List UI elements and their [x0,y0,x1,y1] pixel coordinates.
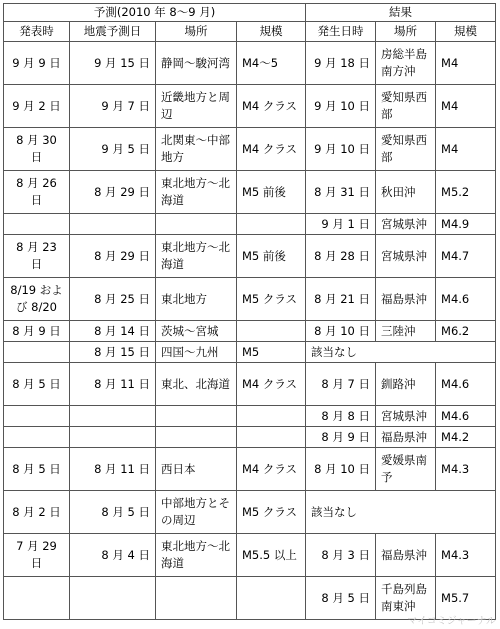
result-scale-cell: M4.3 [436,448,496,491]
scale-cell [237,321,306,342]
announced-cell: 9 月 2 日 [4,85,70,128]
place-cell: 東北地方～北海道 [156,235,237,278]
occurred-cell: 8 月 31 日 [306,171,376,214]
announced-cell: 8 月 26 日 [4,171,70,214]
result-group-header: 結果 [306,4,496,22]
result-place-cell: 千島列島南東沖 [376,577,436,620]
result-scale-cell: M4.6 [436,278,496,321]
col-header-result-scale: 規模 [436,22,496,42]
scale-cell: M4～5 [237,42,306,85]
predicted-date-cell: 9 月 15 日 [70,42,156,85]
table-body [4,42,496,620]
occurred-cell: 8 月 10 日 [306,448,376,491]
table-row [4,363,496,406]
table-row [4,427,496,448]
result-scale-cell: M5.2 [436,171,496,214]
announced-cell: 8 月 30 日 [4,128,70,171]
occurred-cell: 8 月 5 日 [306,577,376,620]
result-place-cell: 福島県沖 [376,427,436,448]
announced-cell: 8 月 2 日 [4,491,70,534]
scale-cell [237,406,306,427]
earthquake-prediction-table [3,3,496,620]
table-row [4,171,496,214]
result-scale-cell: M4.6 [436,363,496,406]
predicted-date-cell: 8 月 4 日 [70,534,156,577]
place-cell: 北関東～中部地方 [156,128,237,171]
occurred-cell: 8 月 9 日 [306,427,376,448]
announced-cell [4,214,70,235]
result-scale-cell: M4 [436,42,496,85]
predicted-date-cell: 8 月 29 日 [70,235,156,278]
place-cell [156,577,237,620]
announced-cell: 8 月 5 日 [4,363,70,406]
scale-cell [237,577,306,620]
occurred-cell: 9 月 10 日 [306,85,376,128]
col-header-announced: 発表時 [4,22,70,42]
scale-cell: M4 クラス [237,128,306,171]
predicted-date-cell: 9 月 5 日 [70,128,156,171]
result-place-cell: 宮城県沖 [376,214,436,235]
announced-cell [4,427,70,448]
announced-cell: 9 月 9 日 [4,42,70,85]
scale-cell: M5 [237,342,306,363]
scale-cell: M4 クラス [237,448,306,491]
place-cell: 静岡～駿河湾 [156,42,237,85]
result-place-cell: 愛知県西部 [376,128,436,171]
result-scale-cell: M6.2 [436,321,496,342]
result-scale-cell: M5.7 [436,577,496,620]
table-row [4,42,496,85]
occurred-cell: 8 月 28 日 [306,235,376,278]
occurred-cell: 9 月 1 日 [306,214,376,235]
place-cell [156,214,237,235]
result-place-cell: 釧路沖 [376,363,436,406]
result-place-cell: 三陸沖 [376,321,436,342]
table-row [4,278,496,321]
scale-cell [237,427,306,448]
predicted-date-cell: 8 月 11 日 [70,363,156,406]
result-scale-cell: M4.3 [436,534,496,577]
announced-cell: 7 月 29 日 [4,534,70,577]
result-place-cell: 宮城県沖 [376,235,436,278]
announced-cell [4,342,70,363]
result-place-cell: 福島県沖 [376,534,436,577]
occurred-cell: 該当なし [306,342,496,363]
table-row [4,235,496,278]
table-row [4,491,496,534]
result-place-cell: 宮城県沖 [376,406,436,427]
col-header-result-place: 場所 [376,22,436,42]
scale-cell: M4 クラス [237,363,306,406]
table-row [4,342,496,363]
occurred-cell: 8 月 10 日 [306,321,376,342]
result-scale-cell: M4.9 [436,214,496,235]
predicted-date-cell [70,406,156,427]
result-scale-cell: M4.7 [436,235,496,278]
predicted-date-cell: 8 月 11 日 [70,448,156,491]
group-header-row [4,4,496,22]
announced-cell: 8 月 9 日 [4,321,70,342]
occurred-cell: 8 月 7 日 [306,363,376,406]
scale-cell: M5 クラス [237,278,306,321]
result-scale-cell: M4 [436,85,496,128]
occurred-cell: 9 月 18 日 [306,42,376,85]
predicted-date-cell: 8 月 25 日 [70,278,156,321]
col-header-occurred: 発生日時 [306,22,376,42]
place-cell: 東北、北海道 [156,363,237,406]
announced-cell [4,406,70,427]
result-scale-cell: M4.2 [436,427,496,448]
result-scale-cell: M4.6 [436,406,496,427]
announced-cell: 8/19 および 8/20 [4,278,70,321]
col-header-place: 場所 [156,22,237,42]
column-header-row [4,22,496,42]
table-row [4,406,496,427]
announced-cell: 8 月 23 日 [4,235,70,278]
occurred-cell: 8 月 8 日 [306,406,376,427]
predicted-date-cell: 8 月 5 日 [70,491,156,534]
scale-cell [237,214,306,235]
predicted-date-cell [70,427,156,448]
place-cell: 東北地方～北海道 [156,171,237,214]
place-cell [156,406,237,427]
predicted-date-cell: 8 月 14 日 [70,321,156,342]
place-cell: 中部地方とその周辺 [156,491,237,534]
predicted-date-cell: 8 月 29 日 [70,171,156,214]
occurred-cell: 該当なし [306,491,496,534]
place-cell: 茨城～宮城 [156,321,237,342]
place-cell [156,427,237,448]
table-row [4,214,496,235]
result-place-cell: 房総半島南方沖 [376,42,436,85]
result-place-cell: 福島県沖 [376,278,436,321]
watermark: マイコミジャーナル [407,616,496,627]
place-cell: 東北地方～北海道 [156,534,237,577]
place-cell: 東北地方 [156,278,237,321]
predicted-date-cell: 8 月 15 日 [70,342,156,363]
predicted-date-cell [70,214,156,235]
result-place-cell: 愛知県西部 [376,85,436,128]
col-header-scale: 規模 [237,22,306,42]
table-row [4,85,496,128]
table-row [4,128,496,171]
scale-cell: M5 クラス [237,491,306,534]
result-scale-cell: M4 [436,128,496,171]
col-header-predicted-date: 地震予測日 [70,22,156,42]
table-row [4,534,496,577]
table-row [4,448,496,491]
announced-cell: 8 月 5 日 [4,448,70,491]
scale-cell: M5 前後 [237,235,306,278]
table-row [4,321,496,342]
result-place-cell: 愛媛県南予 [376,448,436,491]
place-cell: 西日本 [156,448,237,491]
announced-cell [4,577,70,620]
predicted-date-cell: 9 月 7 日 [70,85,156,128]
occurred-cell: 9 月 10 日 [306,128,376,171]
predicted-date-cell [70,577,156,620]
occurred-cell: 8 月 21 日 [306,278,376,321]
scale-cell: M4 クラス [237,85,306,128]
occurred-cell: 8 月 3 日 [306,534,376,577]
place-cell: 四国～九州 [156,342,237,363]
result-place-cell: 秋田沖 [376,171,436,214]
forecast-group-header: 予測(2010 年 8～9 月) [4,4,306,22]
scale-cell: M5.5 以上 [237,534,306,577]
place-cell: 近畿地方と周辺 [156,85,237,128]
scale-cell: M5 前後 [237,171,306,214]
